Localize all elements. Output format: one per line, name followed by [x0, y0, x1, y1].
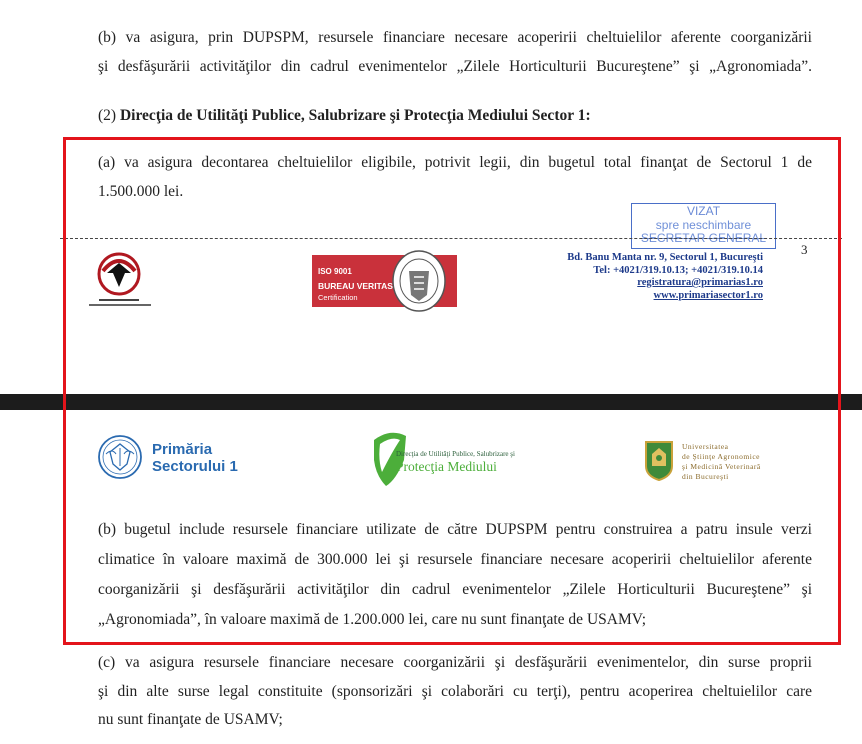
protectia-directorate: Direcţia de Utilităţi Publice, Salubrizare şi: [396, 450, 515, 458]
text-line: (b) bugetul include resursele financiare utilizate de către DUPSPM pentru construirea a patru insule verzi: [98, 521, 812, 538]
primaria-name: Primăria: [152, 441, 213, 458]
address-line: Bd. Banu Manta nr. 9, Sectorul 1, Bucureşti: [567, 252, 763, 263]
page-number: 3: [801, 242, 808, 257]
text-line: coorganizării şi desfăşurării activităţilor din cadrul evenimentelor „Zilele Horticulturii Bucureştene” şi: [98, 581, 812, 598]
primaria-sector: Sectorului 1: [152, 458, 238, 475]
highlight-box: [63, 137, 841, 645]
text-line: şi din alte surse legal constituite (sponsorizări şi colaborări cu terţi), pentru acoperirea cheltuielilor care: [98, 682, 812, 700]
text-line: (b) va asigura, prin DUPSPM, resursele financiare necesare acoperirii cheltuielilor aferente coorganizării: [98, 29, 812, 46]
bv-name: BUREAU VERITAS: [318, 281, 393, 291]
section-heading: [98, 102, 812, 131]
email-link[interactable]: registratura@primarias1.ro: [637, 277, 763, 288]
bv-iso: ISO 9001: [318, 267, 352, 276]
stamp-title: VIZAT: [686, 204, 721, 218]
usamv-line: Universitatea: [682, 442, 729, 451]
usamv-line: din Bucureşti: [682, 472, 729, 481]
website-link[interactable]: www.primariasector1.ro: [653, 289, 763, 301]
heading-title: Direcţia de Utilităţi Publice, Salubrizare şi Protecţia Mediului Sector 1:: [119, 107, 591, 124]
stamp-signatory: SECRETAR GENERAL: [640, 231, 767, 245]
heading-number: (2): [98, 107, 117, 124]
text-line: nu sunt finanţate de USAMV;: [98, 711, 283, 728]
text-line: „Agronomiada”, în valoare maximă de 1.200.000 lei, care nu sunt finanţate de USAMV;: [98, 611, 647, 628]
text-line: (c) va asigura resursele financiare necesare coorganizării şi desfăşurării evenimentelor, din surse proprii: [98, 654, 812, 671]
text-line: 1.500.000 lei.: [98, 182, 184, 200]
phone-line: Tel: +4021/319.10.13; +4021/319.10.14: [593, 264, 763, 276]
text-line: şi desfăşurării activităţilor din cadrul evenimentelor „Zilele Horticulturii Bucureştene” şi „Agronomiada”.: [98, 57, 812, 75]
paragraph-b-top: [98, 24, 812, 81]
text-line: (a) va asigura decontarea cheltuielilor eligibile, potrivit legii, din bugetul total finanţat de Sectorul 1 de: [98, 154, 812, 171]
usamv-line: de Ştiinţe Agronomice: [682, 452, 760, 461]
paragraph-c: [98, 649, 812, 735]
protectia-title: Protecţia Mediului: [396, 459, 497, 474]
bv-cert: Certification: [318, 293, 358, 302]
usamv-line: şi Medicină Veterinară: [682, 462, 761, 471]
stamp-subtitle: spre neschimbare: [655, 217, 752, 232]
text-line: climatice în valoare maximă de 300.000 lei şi resursele financiare necesare acoperirii cheltuielilor aferente: [98, 551, 812, 568]
